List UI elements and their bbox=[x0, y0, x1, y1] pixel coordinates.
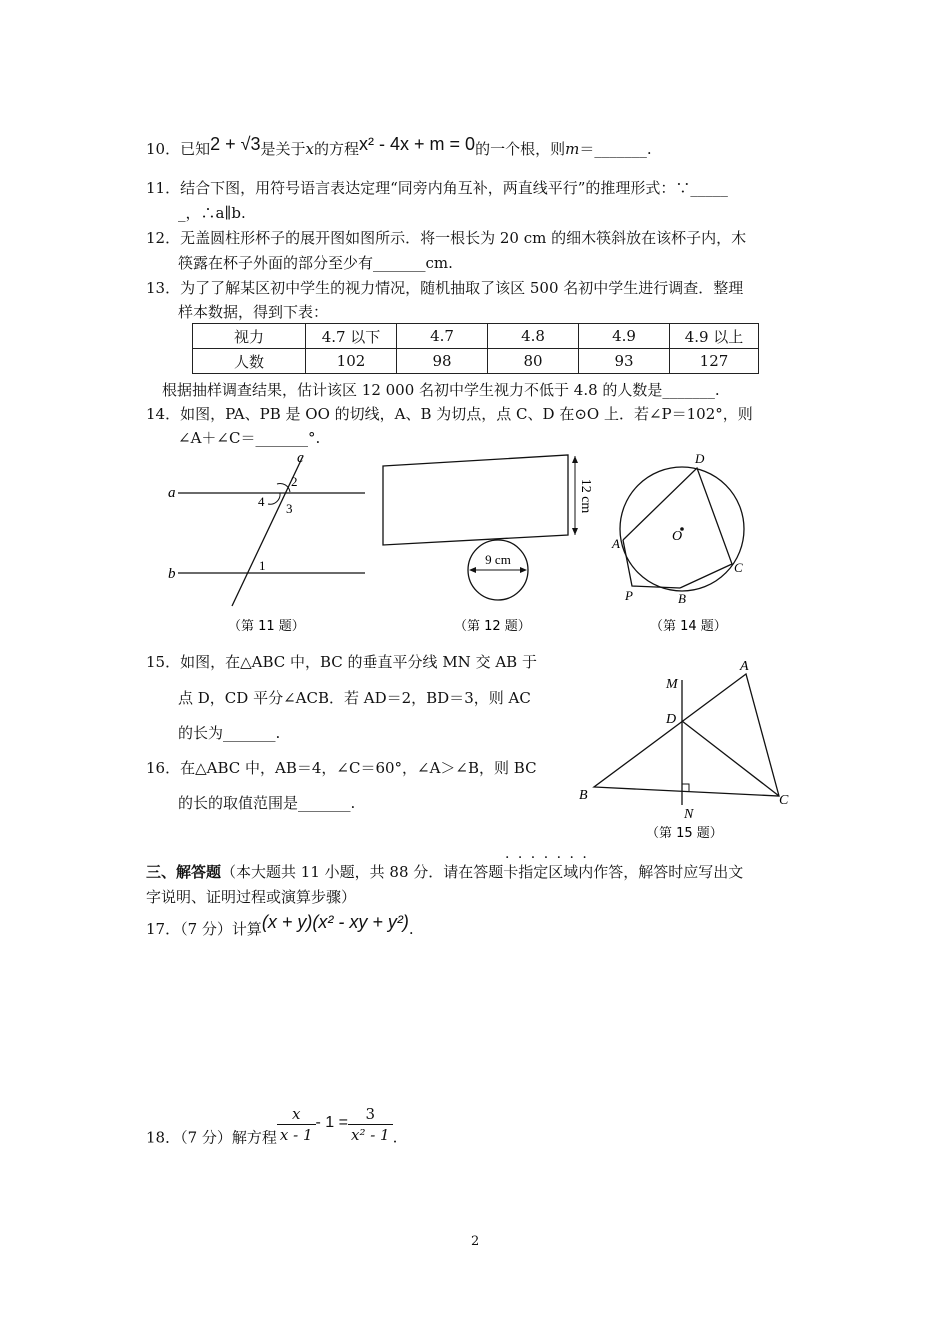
fraction-1: $\frac{x}{x - 1}$ bbox=[277, 1104, 316, 1145]
figure-14-caption: （第 14 题） bbox=[650, 619, 727, 634]
question-13-line2: 样本数据，得到下表： bbox=[178, 303, 329, 321]
emphasis-dots: · · · · · · · bbox=[505, 850, 589, 866]
question-10: 10．已知2 + √3是关于x的方程x² - 4x + m = 0的一个根，则m＝_______. bbox=[146, 134, 652, 158]
label-M: M bbox=[666, 677, 678, 692]
question-13-line1: 13．为了了解某区初中学生的视力情况，随机抽取了该区 500 名初中学生进行调查．整理 bbox=[146, 279, 744, 297]
question-16-line1: 16．在△ABC 中，AB＝4，∠C＝60°，∠A＞∠B，则 BC bbox=[146, 759, 537, 777]
question-15-line3: 的长为_______. bbox=[178, 724, 281, 742]
label-B: B bbox=[579, 788, 588, 803]
label-N: N bbox=[684, 807, 694, 822]
diameter-label: 9 cm bbox=[485, 552, 511, 567]
question-12-line2: 筷露在杯子外面的部分至少有_______cm. bbox=[178, 254, 453, 272]
fraction-2: $\frac{3}{\text{x² - 1}}$ bbox=[348, 1104, 393, 1145]
label-D: D bbox=[695, 451, 705, 466]
question-11-line1: 11．结合下图，用符号语言表达定理“同旁内角互补，两直线平行”的推理形式：∵_____ bbox=[146, 179, 728, 197]
label-B: B bbox=[678, 591, 686, 606]
figure-11-caption: （第 11 题） bbox=[228, 619, 305, 634]
angle-label-4: 4 bbox=[258, 494, 265, 509]
figure-15 bbox=[570, 650, 800, 845]
table-row: 视力 4.7 以下 4.7 4.8 4.9 4.9 以上 bbox=[193, 324, 759, 349]
label-C: C bbox=[779, 793, 789, 808]
label-A: A bbox=[612, 536, 620, 551]
figure-14 bbox=[606, 448, 756, 643]
vision-table bbox=[192, 323, 759, 374]
section-3-heading: 三、解答题（本大题共 11 小题，共 88 分．请在答题卡指定区域内作答，解答时应写出文 bbox=[146, 863, 744, 881]
question-13-line3: 根据抽样调查结果，估计该区 12 000 名初中学生视力不低于 4.8 的人数是_______. bbox=[162, 381, 720, 399]
figure-11 bbox=[160, 448, 375, 643]
math-equation: x² - 4x + m = 0 bbox=[359, 134, 476, 154]
label-A: A bbox=[740, 659, 749, 674]
question-11-line2: _，∴a∥b. bbox=[178, 204, 246, 222]
math-expression: (x + y)(x² - xy + y²) bbox=[261, 912, 409, 932]
math-root-expr: 2 + √3 bbox=[210, 134, 261, 154]
height-label: 12 cm bbox=[578, 478, 593, 514]
figure-15-caption: （第 15 题） bbox=[646, 826, 723, 841]
question-18: 18．（7 分）解方程 $\frac{x}{x - 1}$ - 1 = $\frac{3}{\text{x² - 1}}$ . bbox=[146, 1105, 398, 1147]
label-D: D bbox=[666, 712, 677, 727]
angle-label-1: 1 bbox=[259, 558, 266, 573]
label-a: a bbox=[168, 485, 176, 501]
angle-label-3: 3 bbox=[286, 501, 293, 516]
angle-label-2: 2 bbox=[291, 474, 298, 489]
figure-12 bbox=[378, 448, 603, 643]
page-number: 2 bbox=[471, 1234, 480, 1249]
label-P: P bbox=[625, 588, 633, 603]
question-17: 17．（7 分）计算(x + y)(x² - xy + y²). bbox=[146, 912, 414, 938]
label-O: O bbox=[672, 529, 683, 544]
question-14-line2: ∠A＋∠C＝_______°. bbox=[178, 429, 321, 447]
question-15-line2: 点 D，CD 平分∠ACB．若 AD＝2，BD＝3，则 AC bbox=[178, 689, 531, 707]
question-12-line1: 12．无盖圆柱形杯子的展开图如图所示．将一根长为 20 cm 的细木筷斜放在该杯子内，木 bbox=[146, 229, 747, 247]
label-C: C bbox=[734, 560, 743, 575]
label-b: b bbox=[168, 566, 176, 582]
table-row: 人数 102 98 80 93 127 bbox=[193, 349, 759, 374]
figure-12-caption: （第 12 题） bbox=[454, 619, 531, 634]
question-16-line2: 的长的取值范围是_______. bbox=[178, 794, 356, 812]
question-15-line1: 15．如图，在△ABC 中，BC 的垂直平分线 MN 交 AB 于 bbox=[146, 653, 537, 671]
section-3-line2: 字说明、证明过程或演算步骤） bbox=[146, 888, 357, 906]
label-c: c bbox=[297, 450, 304, 466]
section-3-title: 三、解答题 bbox=[146, 863, 222, 881]
question-14-line1: 14．如图，PA、PB 是 OO 的切线，A、B 为切点，点 C、D 在⊙O 上．若∠P＝102°，则 bbox=[146, 405, 753, 423]
